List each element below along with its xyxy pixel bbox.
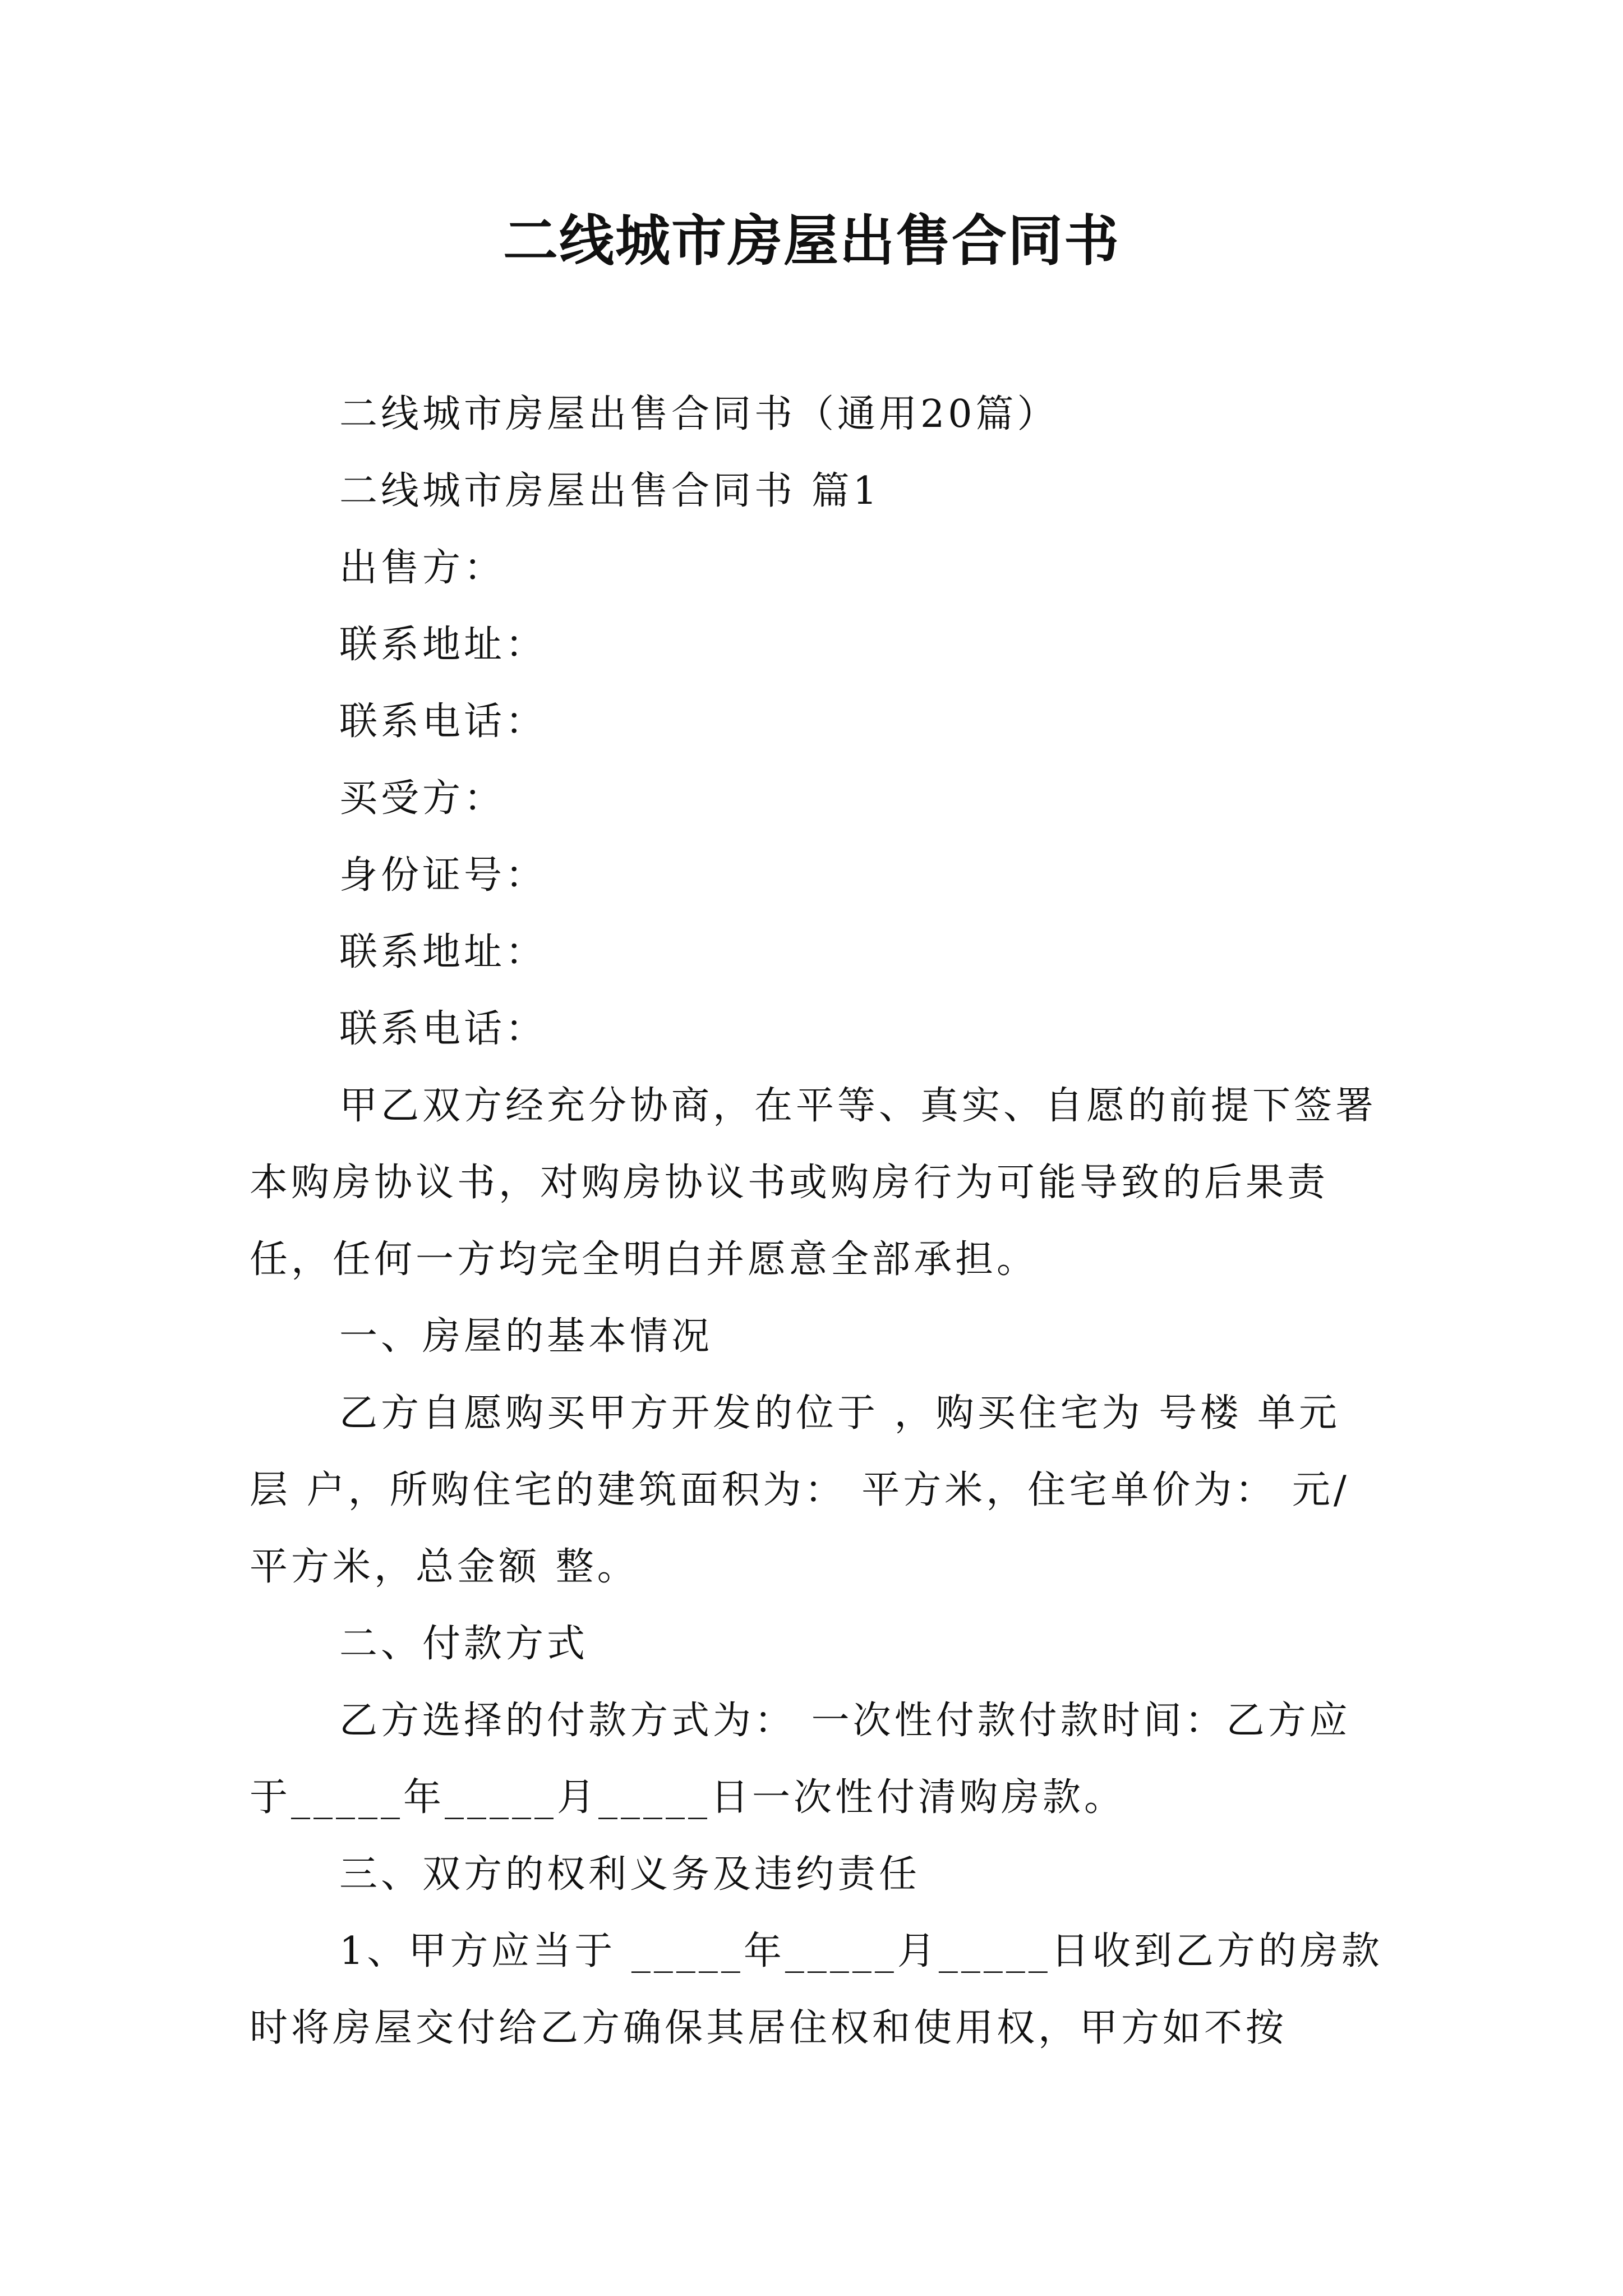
field-buyer-phone: 联系电话： [339,1007,547,1051]
heading-house-info: 一、房屋的基本情况 [339,1314,713,1359]
heading-rights-obligations: 三、双方的权利义务及违约责任 [339,1852,921,1897]
field-buyer: 买受方： [339,776,506,821]
field-seller-address: 联系地址： [339,623,547,667]
field-seller-phone: 联系电话： [339,700,547,744]
field-seller: 出售方： [339,546,506,590]
paragraph-preamble: 甲乙双方经充分协商，在平等、真实、自愿的前提下签署本购房协议书，对购房协议书或购房行为可能导致的后果责任，任何一方均完全明白并愿意全部承担。 [250,1084,1377,1282]
document-title: 二线城市房屋出售合同书 [502,209,1120,273]
paragraph-section-heading: 二线城市房屋出售合同书 篇1 [339,469,880,513]
field-buyer-id: 身份证号： [339,853,547,898]
field-buyer-address: 联系地址： [339,930,547,974]
document-body [250,376,1388,2067]
paragraph-clause-1: 1、甲方应当于 _____年_____月_____日收到乙方的房款时将房屋交付给乙方确保其居住权和使用权，甲方如不按 [250,1929,1383,2050]
heading-payment: 二、付款方式 [339,1622,589,1666]
paragraph-subtitle: 二线城市房屋出售合同书（通用20篇） [339,392,1059,436]
paragraph-payment: 乙方选择的付款方式为： 一次性付款付款时间：乙方应于_____年_____月_____日一次性付清购房款。 [250,1699,1351,1820]
paragraph-house-info: 乙方自愿购买甲方开发的位于 ，购买住宅为 号楼 单元 层 户，所购住宅的建筑面积为： 平方米，住宅单价为： 元/平方米，总金额 整。 [250,1391,1356,1589]
